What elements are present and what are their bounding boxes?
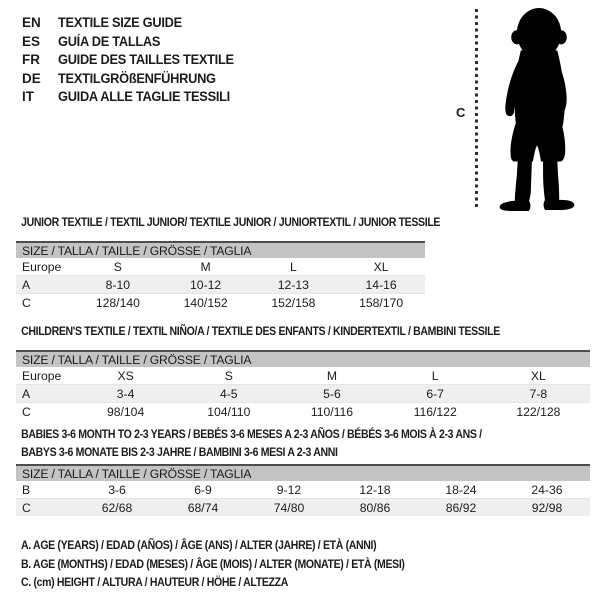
table-cell: 12-13 (250, 276, 338, 294)
table-cell: 6-9 (160, 481, 246, 499)
table-cell: 152/158 (271, 295, 316, 310)
table-cell: 74/80 (246, 499, 332, 517)
table-cell: M (280, 367, 383, 385)
table-cell: 98/104 (106, 404, 145, 419)
toddler-silhouette-icon (486, 6, 588, 213)
table-row (16, 367, 590, 385)
table-cell: 8-10 (74, 276, 162, 294)
table-title-group (16, 213, 441, 231)
language-title: TEXTILE SIZE GUIDE (58, 15, 182, 30)
table-title-group (16, 322, 590, 340)
table-cell: 104/110 (207, 404, 251, 419)
table-cell: 116/122 (413, 404, 457, 419)
table-row (16, 385, 590, 403)
language-title: TEXTILGRÖßENFÜHRUNG (58, 70, 216, 86)
table-cell: 4-5 (177, 385, 280, 403)
height-measure-line (475, 9, 478, 210)
table-cell: 80/86 (332, 499, 418, 517)
measure-legend (21, 536, 472, 592)
table-cell: S (74, 258, 162, 276)
table-cell: 128/140 (95, 295, 140, 310)
table-title: CHILDREN'S TEXTILE / TEXTIL NIÑO/A / TEXTILE DES ENFANTS / KINDERTEXTIL / BAMBINI TESSILE (21, 324, 500, 338)
height-measure-label: C (456, 105, 466, 120)
language-title: GUÍA DE TALLAS (58, 33, 161, 49)
language-title: GUIDE DES TAILLES TEXTILE (58, 52, 234, 68)
table-row (16, 499, 590, 517)
language-code: IT (22, 89, 34, 105)
table-header: SIZE / TALLA / TAILLE / GRÖSSE / TAGLIA (16, 465, 590, 481)
row-label: A (16, 276, 74, 294)
table-cell: 3-4 (74, 385, 177, 403)
size-table-section (16, 322, 590, 420)
table-cell: 86/92 (418, 499, 504, 517)
table-row (16, 258, 425, 276)
table-cell: 18-24 (418, 481, 504, 499)
table-cell: 68/74 (160, 499, 246, 517)
table-cell: 24-36 (504, 481, 590, 499)
table-cell: XS (74, 367, 177, 385)
legend-line: B. AGE (MONTHS) / EDAD (MESES) / ÂGE (MOIS) / ALTER (MONATE) / ETÀ (MESI) (21, 556, 405, 571)
table-cell: 12-18 (332, 481, 418, 499)
table-cell: 6-7 (384, 385, 487, 403)
table-row (16, 294, 425, 312)
legend-line: A. AGE (YEARS) / EDAD (AÑOS) / ÂGE (ANS) / ALTER (JAHRE) / ETÀ (ANNI) (21, 538, 377, 552)
table-title: BABYS 3-6 MONATE BIS 2-3 JAHRE / BAMBINI 3-6 MESI A 2-3 ANNI (21, 445, 338, 459)
table-cell: 92/98 (504, 499, 590, 517)
table-cell: XL (337, 258, 425, 276)
row-label: Europe (16, 258, 74, 276)
toddler-figure (450, 6, 598, 214)
table-header: SIZE / TALLA / TAILLE / GRÖSSE / TAGLIA (16, 242, 425, 258)
table-cell: 10-12 (162, 276, 250, 294)
language-code: DE (22, 70, 41, 86)
table-row (16, 276, 425, 294)
row-label: B (16, 481, 74, 499)
row-label: C (16, 499, 74, 517)
table-cell: 3-6 (74, 481, 160, 499)
size-table (16, 241, 425, 311)
table-cell: 7-8 (487, 385, 590, 403)
table-row (16, 481, 590, 499)
legend-line: C. (cm) HEIGHT / ALTURA / HAUTEUR / HÖHE / ALTEZZA (21, 575, 288, 590)
table-cell: 62/68 (74, 499, 160, 517)
language-row (22, 70, 243, 89)
table-cell: L (384, 367, 487, 385)
table-cell: 9-12 (246, 481, 332, 499)
table-cell: 122/128 (516, 404, 561, 419)
table-cell: 14-16 (337, 276, 425, 294)
table-cell: 110/116 (310, 404, 354, 419)
table-title-group (16, 425, 590, 461)
language-code: FR (22, 52, 40, 68)
table-cell: XL (487, 367, 590, 385)
size-table (16, 464, 590, 516)
language-row (22, 88, 243, 107)
size-table (16, 350, 590, 420)
language-row (22, 33, 243, 52)
table-row (16, 403, 590, 421)
size-table-section (16, 213, 441, 311)
table-title: BABIES 3-6 MONTH TO 2-3 YEARS / BEBÉS 3-6 MESES A 2-3 AÑOS / BÉBÉS 3-6 MOIS À 2-3 ANS / (21, 427, 482, 441)
language-list (22, 14, 243, 107)
table-title: JUNIOR TEXTILE / TEXTIL JUNIOR/ TEXTILE JUNIOR / JUNIORTEXTIL / JUNIOR TESSILE (21, 215, 441, 229)
row-label: Europe (16, 367, 74, 385)
size-table-section (16, 425, 590, 516)
language-code: ES (22, 33, 41, 49)
row-label: C (22, 404, 31, 419)
table-cell: M (162, 258, 250, 276)
language-code: EN (22, 15, 41, 30)
row-label: A (16, 385, 74, 403)
table-cell: L (250, 258, 338, 276)
language-row (22, 51, 243, 70)
table-cell: S (177, 367, 280, 385)
language-row (22, 14, 243, 33)
table-header: SIZE / TALLA / TAILLE / GRÖSSE / TAGLIA (16, 351, 590, 367)
table-cell: 5-6 (280, 385, 383, 403)
language-title: GUIDA ALLE TAGLIE TESSILI (58, 89, 230, 105)
row-label: C (22, 295, 31, 310)
table-cell: 140/152 (183, 295, 228, 310)
table-cell: 158/170 (359, 295, 404, 310)
